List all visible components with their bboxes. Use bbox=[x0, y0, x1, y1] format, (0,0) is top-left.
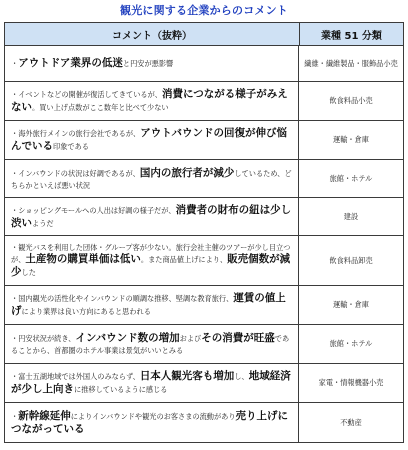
table-header bbox=[5, 23, 403, 46]
comment-emphasis: 新幹線延伸 bbox=[18, 409, 71, 422]
comment-segment: ・ bbox=[11, 59, 19, 68]
comment-text bbox=[11, 127, 294, 153]
comment-cell bbox=[5, 160, 299, 197]
industry-column-header: 業種 51 分類 bbox=[321, 30, 382, 42]
table-row bbox=[5, 403, 403, 442]
comment-segment: と円安が悪影響 bbox=[122, 59, 174, 68]
comment-segment: に推移しているように感じる bbox=[74, 385, 168, 394]
table-row bbox=[5, 236, 403, 286]
comment-emphasis: 日本人観光客も増加 bbox=[139, 370, 235, 382]
comment-text bbox=[11, 242, 294, 279]
comment-emphasis: インバウンド数の増加 bbox=[75, 332, 180, 344]
comment-segment: により業界は良い方向にあると思われる bbox=[21, 307, 151, 316]
industry-cell: 運輸・倉庫 bbox=[333, 135, 369, 144]
table-row bbox=[5, 46, 403, 82]
comment-emphasis: その消費が旺盛 bbox=[201, 332, 275, 344]
comment-segment: ・海外旅行メインの旅行会社であるが、 bbox=[11, 129, 141, 138]
comment-segment: 。また商品値上げにより、 bbox=[140, 255, 228, 264]
comment-text bbox=[11, 204, 294, 230]
comment-emphasis: 運賃の値上げ bbox=[11, 292, 286, 317]
comment-cell bbox=[5, 403, 299, 442]
comment-segment: ・インバウンドの状況は好調であるが、 bbox=[11, 168, 140, 178]
table-row bbox=[5, 82, 403, 121]
comment-cell bbox=[5, 82, 299, 120]
comment-emphasis: 地域経済が少し上向き bbox=[11, 370, 291, 395]
comment-segment: ・観光バスを利用した団体・グループ客が少ない。旅行会社主催のツアーが少し目立つが、 bbox=[11, 243, 291, 264]
comment-segment: ・ショッピングモールへの人出は好調の様子だが、 bbox=[11, 205, 176, 215]
table-body bbox=[5, 46, 403, 442]
page-title: 観光に関する企業からのコメント bbox=[120, 4, 288, 17]
comment-text bbox=[11, 88, 294, 114]
industry-cell: 繊維・繊維製品・服飾品小売 bbox=[304, 58, 398, 68]
comment-cell bbox=[5, 364, 299, 402]
table-row bbox=[5, 121, 403, 160]
comment-segment: ・円安状況が続き、 bbox=[11, 334, 76, 343]
comment-cell bbox=[5, 236, 299, 285]
table-row bbox=[5, 325, 403, 364]
comment-emphasis: アウトドア業界の低迷 bbox=[18, 57, 123, 69]
industry-cell: 飲食料品小売 bbox=[329, 96, 373, 105]
comment-segment: ようだ bbox=[32, 218, 54, 228]
comment-emphasis: 消費者の財布の紐は少し渋い bbox=[11, 203, 292, 229]
comment-emphasis: 国内の旅行者が減少 bbox=[139, 166, 235, 179]
comment-segment: であることから、首都圏のホテル事業は景気がいいとみる bbox=[11, 334, 290, 355]
comment-segment: および bbox=[179, 334, 202, 343]
comment-text bbox=[11, 370, 294, 396]
comment-emphasis: 販売個数が減少 bbox=[11, 253, 291, 278]
comment-column-header: コメント（抜粋） bbox=[5, 23, 300, 45]
industry-cell: 建設 bbox=[343, 211, 359, 221]
comment-segment: ・国内観光の活性化やインバウンドの順調な推移、堅調な教育旅行、 bbox=[11, 294, 234, 303]
comment-segment: によりインバウンドや観光のお客さまの流動があり bbox=[70, 411, 236, 421]
industry-cell: 家電・情報機器小売 bbox=[318, 378, 384, 387]
comment-segment: しているため、どちらかといえば悪い状況 bbox=[11, 168, 292, 190]
comment-segment: 印象である bbox=[53, 142, 89, 151]
industry-cell: 旅館・ホテル bbox=[329, 339, 373, 348]
comment-cell bbox=[5, 198, 299, 235]
comment-cell bbox=[5, 325, 299, 363]
comment-text bbox=[11, 167, 294, 191]
comment-table bbox=[4, 22, 404, 443]
comment-text bbox=[11, 292, 294, 318]
comment-text bbox=[11, 332, 294, 356]
industry-cell: 運輸・倉庫 bbox=[333, 300, 369, 309]
comment-emphasis: 売り上げにつながっている bbox=[11, 409, 289, 435]
comment-emphasis: アウトバウンドの回復が伸び悩んでいる bbox=[11, 127, 288, 152]
comment-text bbox=[11, 410, 294, 436]
table-row bbox=[5, 286, 403, 325]
industry-cell: 不動産 bbox=[340, 417, 362, 427]
comment-cell bbox=[5, 286, 299, 324]
comment-segment: し、 bbox=[234, 372, 249, 381]
comment-text bbox=[11, 57, 173, 70]
industry-cell: 旅館・ホテル bbox=[329, 173, 373, 183]
comment-segment: ・富士五湖地域では外国人のみならず、 bbox=[11, 372, 140, 381]
comment-emphasis: 土産物の購買単価は低い bbox=[25, 253, 141, 265]
comment-emphasis: 消費につながる様子がみえない bbox=[11, 88, 288, 113]
table-row bbox=[5, 198, 403, 236]
comment-segment: ・イベントなどの開催が復活してきているが、 bbox=[11, 90, 162, 99]
table-row bbox=[5, 364, 403, 403]
industry-cell: 飲食料品卸売 bbox=[329, 255, 373, 265]
comment-segment: 。買い上げ点数がここ数年と比べて少ない bbox=[32, 103, 169, 112]
comment-cell bbox=[5, 121, 299, 159]
comment-cell bbox=[5, 46, 299, 81]
comment-segment: ・ bbox=[11, 411, 19, 421]
comment-segment: した bbox=[21, 268, 36, 277]
table-row bbox=[5, 160, 403, 198]
